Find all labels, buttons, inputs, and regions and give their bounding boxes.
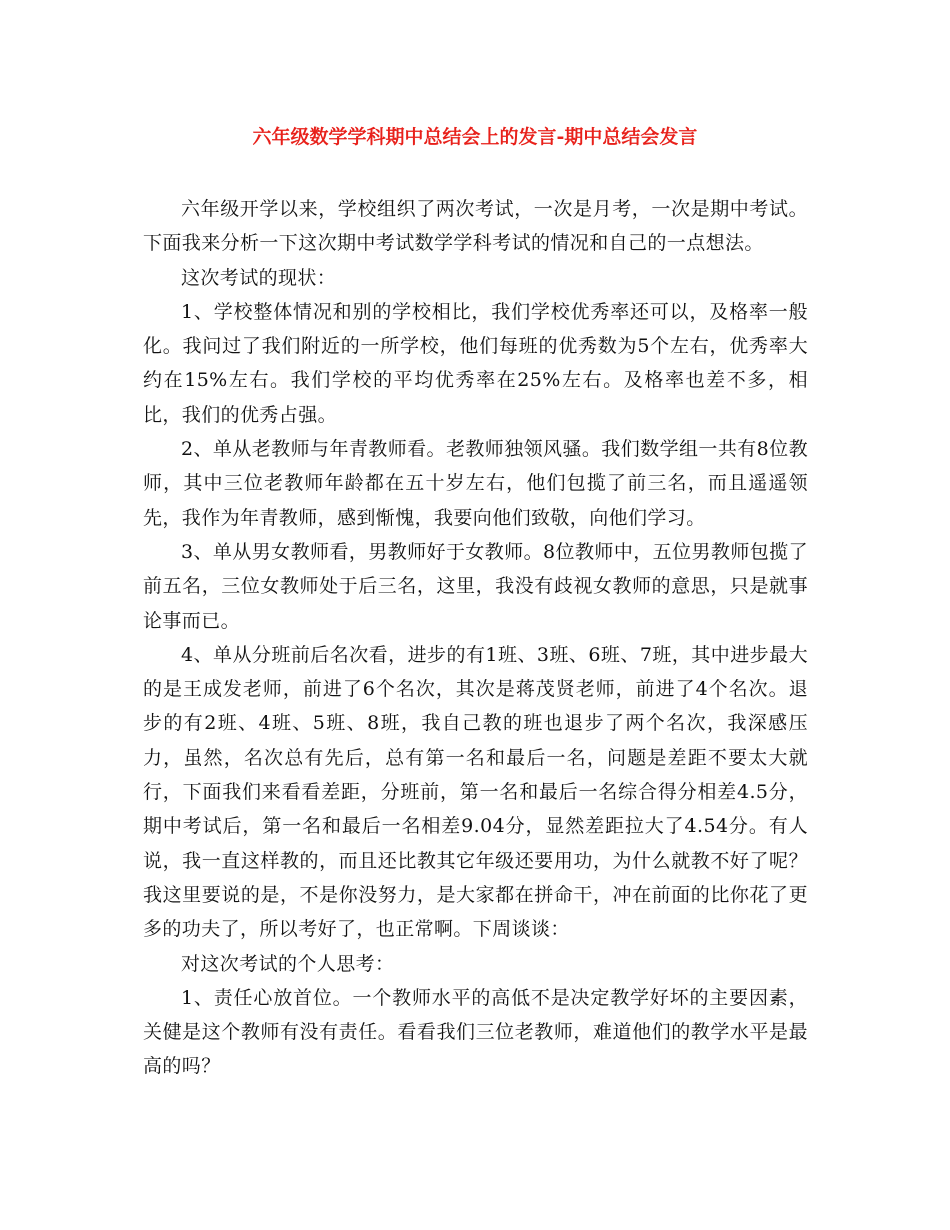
- paragraph-thought-1: 1、责任心放首位。一个教师水平的高低不是决定教学好坏的主要因素，关健是这个教师有没有责任。看看我们三位老教师，难道他们的教学水平是最高的吗？: [143, 986, 808, 1078]
- paragraph-point-3: 3、单从男女教师看，男教师好于女教师。8位教师中，五位男教师包揽了前五名，三位女教师处于后三名，这里，我没有歧视女教师的意思，只是就事论事而已。: [143, 540, 808, 632]
- paragraph-intro: 六年级开学以来，学校组织了两次考试，一次是月考，一次是期中考试。下面我来分析一下这次期中考试数学学科考试的情况和自己的一点想法。: [143, 198, 808, 255]
- paragraph-point-2: 2、单从老教师与年青教师看。老教师独领风骚。我们数学组一共有8位教师，其中三位老教师年龄都在五十岁左右，他们包揽了前三名，而且遥遥领先，我作为年青教师，感到惭愧，我要向他们致敬，向他们学习。: [143, 438, 808, 529]
- document-title: 六年级数学学科期中总结会上的发言-期中总结会发言: [252, 126, 698, 148]
- paragraph-status-heading: 这次考试的现状：: [181, 266, 337, 289]
- paragraph-point-4: 4、单从分班前后名次看，进步的有1班、3班、6班、7班，其中进步最大的是王成发老师，前进了6个名次，其次是蒋茂贤老师，前进了4个名次。退步的有2班、4班、5班、8班，我自己教的班也退步了两个名次，我深感压力，虽然，名次总有先后，总有第一名和最后一名，问题是差距不要太大就行，下面我们来看看差距，分班前，第一名和最后一名综合得分相差4.5分，期中考试后，第一名和最后一名相差9.04分，显然差距拉大了4.54分。有人说，我一直这样教的，而且还比教其它年级还要用功，为什么就教不好了呢？我这里要说的是，不是你没努力，是大家都在拼命干，冲在前面的比你花了更多的功夫了，所以考好了，也正常啊。下周谈谈：: [143, 643, 808, 941]
- paragraph-point-1: 1、学校整体情况和别的学校相比，我们学校优秀率还可以，及格率一般化。我问过了我们附近的一所学校，他们每班的优秀数为5个左右，优秀率大约在15%左右。我们学校的平均优秀率在25%左右。及格率也差不多，相比，我们的优秀占强。: [143, 300, 808, 426]
- paragraph-thoughts-heading: 对这次考试的个人思考：: [181, 952, 395, 975]
- document-body: [143, 192, 808, 1084]
